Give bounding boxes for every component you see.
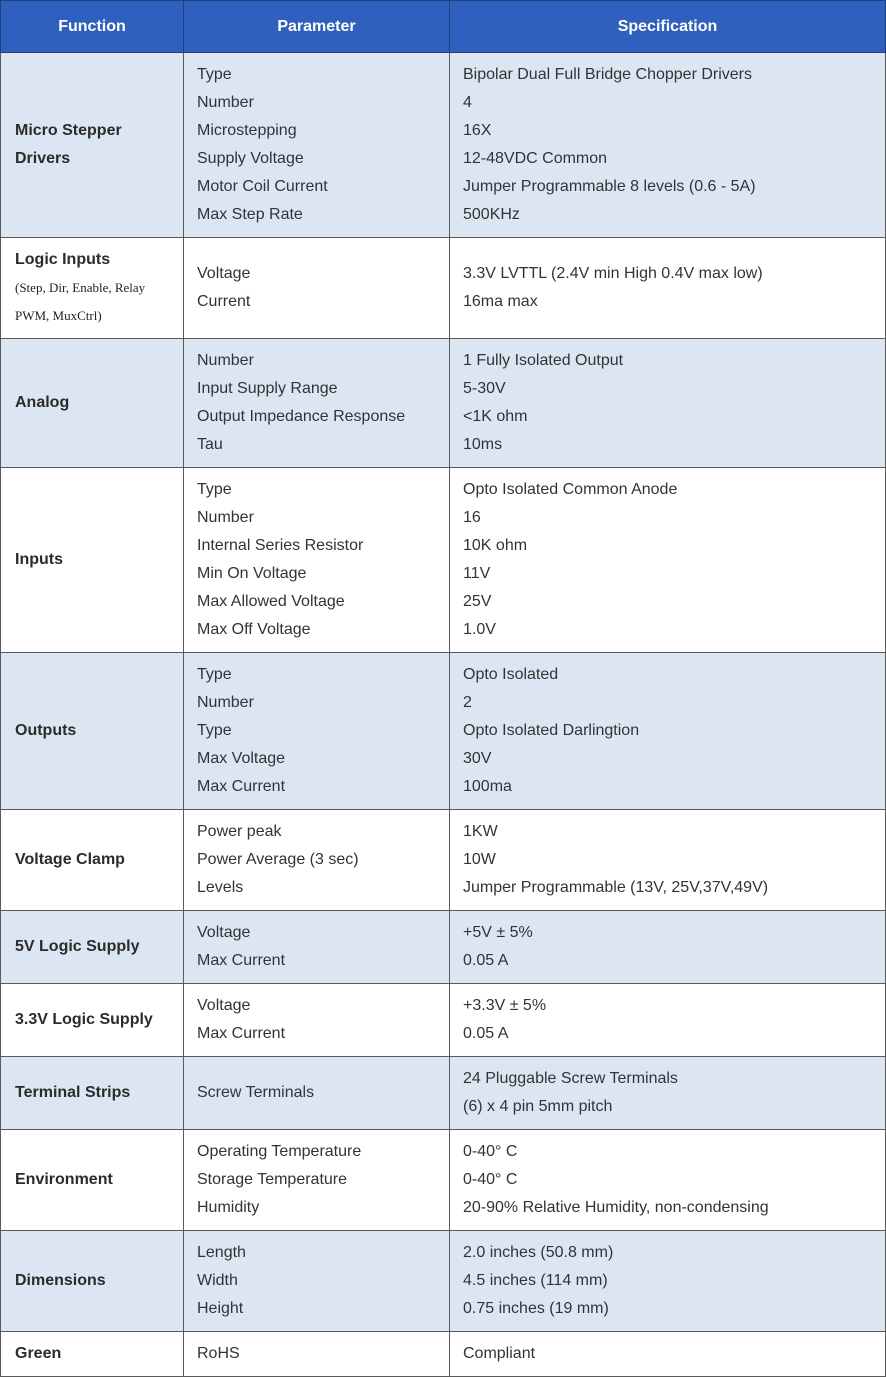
specification-line: 0.05 A <box>463 1025 509 1042</box>
parameter-line: Height <box>197 1300 244 1317</box>
specification-line: Opto Isolated Darlingtion <box>463 722 640 739</box>
specification-cell <box>450 1332 886 1377</box>
table-row <box>1 911 886 984</box>
parameter-cell <box>184 911 450 984</box>
parameter-line: Length <box>197 1244 246 1261</box>
table-row <box>1 339 886 468</box>
table-row <box>1 810 886 911</box>
parameter-line: Humidity <box>197 1199 260 1216</box>
parameter-cell <box>184 53 450 238</box>
specification-line: Compliant <box>463 1345 536 1362</box>
function-name: Terminal Strips <box>15 1084 131 1101</box>
parameter-cell <box>184 238 450 339</box>
specification-cell <box>450 339 886 468</box>
specification-line: 24 Pluggable Screw Terminals <box>463 1070 678 1087</box>
parameter-line: Type <box>197 481 232 498</box>
parameter-line: Max Current <box>197 1025 286 1042</box>
function-name: Inputs <box>15 551 63 568</box>
specification-line: 0-40° C <box>463 1143 518 1160</box>
parameter-line: Levels <box>197 879 244 896</box>
function-cell <box>1 1057 184 1130</box>
specification-cell <box>450 1130 886 1231</box>
specification-line: <1K ohm <box>463 408 528 425</box>
parameter-line: Max Current <box>197 952 286 969</box>
specification-line: 16X <box>463 122 492 139</box>
parameter-line: Number <box>197 94 254 111</box>
header-function: Function <box>1 1 184 53</box>
table-row <box>1 1130 886 1231</box>
parameter-line: Max Allowed Voltage <box>197 593 345 610</box>
parameter-cell <box>184 984 450 1057</box>
parameter-line: Current <box>197 293 251 310</box>
parameter-line: Motor Coil Current <box>197 178 328 195</box>
specification-line: 1KW <box>463 823 498 840</box>
parameter-cell <box>184 653 450 810</box>
parameter-line: Max Voltage <box>197 750 286 767</box>
function-cell <box>1 339 184 468</box>
parameter-line: Supply Voltage <box>197 150 304 167</box>
specification-line: 0-40° C <box>463 1171 518 1188</box>
function-cell <box>1 653 184 810</box>
spec-table-body <box>1 53 886 1377</box>
function-cell <box>1 984 184 1057</box>
specification-line: 5-30V <box>463 380 506 397</box>
specification-line: +5V ± 5% <box>463 924 533 941</box>
table-row <box>1 1231 886 1332</box>
parameter-line: Voltage <box>197 997 251 1014</box>
parameter-line: Internal Series Resistor <box>197 537 364 554</box>
parameter-line: Number <box>197 509 254 526</box>
parameter-cell <box>184 1057 450 1130</box>
specification-line: 10W <box>463 851 496 868</box>
parameter-line: Output Impedance Response <box>197 408 406 425</box>
specification-line: Opto Isolated Common Anode <box>463 481 678 498</box>
specification-line: Bipolar Dual Full Bridge Chopper Drivers <box>463 66 753 83</box>
specification-line: +3.3V ± 5% <box>463 997 547 1014</box>
parameter-cell <box>184 810 450 911</box>
specification-line: 10K ohm <box>463 537 528 554</box>
table-row <box>1 53 886 238</box>
parameter-line: Number <box>197 694 254 711</box>
table-row <box>1 1332 886 1377</box>
parameter-line: Width <box>197 1272 238 1289</box>
specification-line: 1 Fully Isolated Output <box>463 352 624 369</box>
specification-cell <box>450 984 886 1057</box>
specification-cell <box>450 1057 886 1130</box>
function-cell <box>1 1332 184 1377</box>
function-name: Dimensions <box>15 1272 106 1289</box>
specification-cell <box>450 53 886 238</box>
function-name: Micro Stepper Drivers <box>15 122 122 167</box>
function-name: Analog <box>15 394 70 411</box>
specification-line: Opto Isolated <box>463 666 559 683</box>
specification-line: 100ma <box>463 778 512 795</box>
specification-line: 0.05 A <box>463 952 509 969</box>
function-name: 5V Logic Supply <box>15 938 140 955</box>
specification-line: 20-90% Relative Humidity, non-condensing <box>463 1199 769 1216</box>
parameter-line: Power peak <box>197 823 282 840</box>
specification-cell <box>450 238 886 339</box>
parameter-line: Type <box>197 66 232 83</box>
parameter-cell <box>184 1332 450 1377</box>
parameter-line: Type <box>197 722 232 739</box>
table-row <box>1 1057 886 1130</box>
specification-line: 30V <box>463 750 492 767</box>
function-name: Green <box>15 1345 62 1362</box>
function-note: (Step, Dir, Enable, Relay PWM, MuxCtrl) <box>15 280 146 323</box>
parameter-line: Number <box>197 352 254 369</box>
specification-line: 500KHz <box>463 206 520 223</box>
parameter-cell <box>184 1231 450 1332</box>
function-cell <box>1 911 184 984</box>
specification-line: Jumper Programmable 8 levels (0.6 - 5A) <box>463 178 756 195</box>
function-name: Outputs <box>15 722 77 739</box>
function-cell <box>1 238 184 339</box>
specification-cell <box>450 468 886 653</box>
specification-line: 11V <box>463 565 491 582</box>
parameter-line: Power Average (3 sec) <box>197 851 359 868</box>
specification-cell <box>450 1231 886 1332</box>
specification-line: 16ma max <box>463 293 538 310</box>
function-name: Voltage Clamp <box>15 851 125 868</box>
table-row <box>1 468 886 653</box>
table-row <box>1 653 886 810</box>
specification-cell <box>450 810 886 911</box>
function-cell <box>1 1231 184 1332</box>
function-cell <box>1 468 184 653</box>
parameter-line: Microstepping <box>197 122 297 139</box>
specification-line: 1.0V <box>463 621 496 638</box>
specification-cell <box>450 911 886 984</box>
specification-cell <box>450 653 886 810</box>
specification-line: 12-48VDC Common <box>463 150 608 167</box>
function-cell <box>1 1130 184 1231</box>
specification-line: 25V <box>463 593 492 610</box>
parameter-cell <box>184 468 450 653</box>
parameter-cell <box>184 1130 450 1231</box>
parameter-line: Min On Voltage <box>197 565 307 582</box>
parameter-line: Tau <box>197 436 223 453</box>
specification-line: 0.75 inches (19 mm) <box>463 1300 609 1317</box>
function-name: Logic Inputs <box>15 251 111 268</box>
parameter-line: Voltage <box>197 924 251 941</box>
specification-line: (6) x 4 pin 5mm pitch <box>463 1098 613 1115</box>
specification-line: 4.5 inches (114 mm) <box>463 1272 608 1289</box>
table-row <box>1 238 886 339</box>
parameter-line: Screw Terminals <box>197 1084 315 1101</box>
header-specification: Specification <box>450 1 886 53</box>
specification-line: 2.0 inches (50.8 mm) <box>463 1244 614 1261</box>
parameter-cell <box>184 339 450 468</box>
specification-line: 3.3V LVTTL (2.4V min High 0.4V max low) <box>463 265 763 282</box>
parameter-line: Max Current <box>197 778 286 795</box>
parameter-line: Operating Temperature <box>197 1143 362 1160</box>
table-row <box>1 984 886 1057</box>
function-cell <box>1 53 184 238</box>
specification-line: 4 <box>463 94 472 111</box>
parameter-line: Input Supply Range <box>197 380 338 397</box>
function-name: 3.3V Logic Supply <box>15 1011 153 1028</box>
parameter-line: Max Off Voltage <box>197 621 311 638</box>
function-cell <box>1 810 184 911</box>
header-row <box>1 1 886 53</box>
parameter-line: Type <box>197 666 232 683</box>
function-name: Environment <box>15 1171 113 1188</box>
specification-line: 2 <box>463 694 472 711</box>
parameter-line: Voltage <box>197 265 251 282</box>
specification-line: 16 <box>463 509 481 526</box>
parameter-line: Storage Temperature <box>197 1171 348 1188</box>
specification-line: 10ms <box>463 436 503 453</box>
parameter-line: Max Step Rate <box>197 206 303 223</box>
specification-line: Jumper Programmable (13V, 25V,37V,49V) <box>463 879 769 896</box>
header-parameter: Parameter <box>184 1 450 53</box>
parameter-line: RoHS <box>197 1345 240 1362</box>
